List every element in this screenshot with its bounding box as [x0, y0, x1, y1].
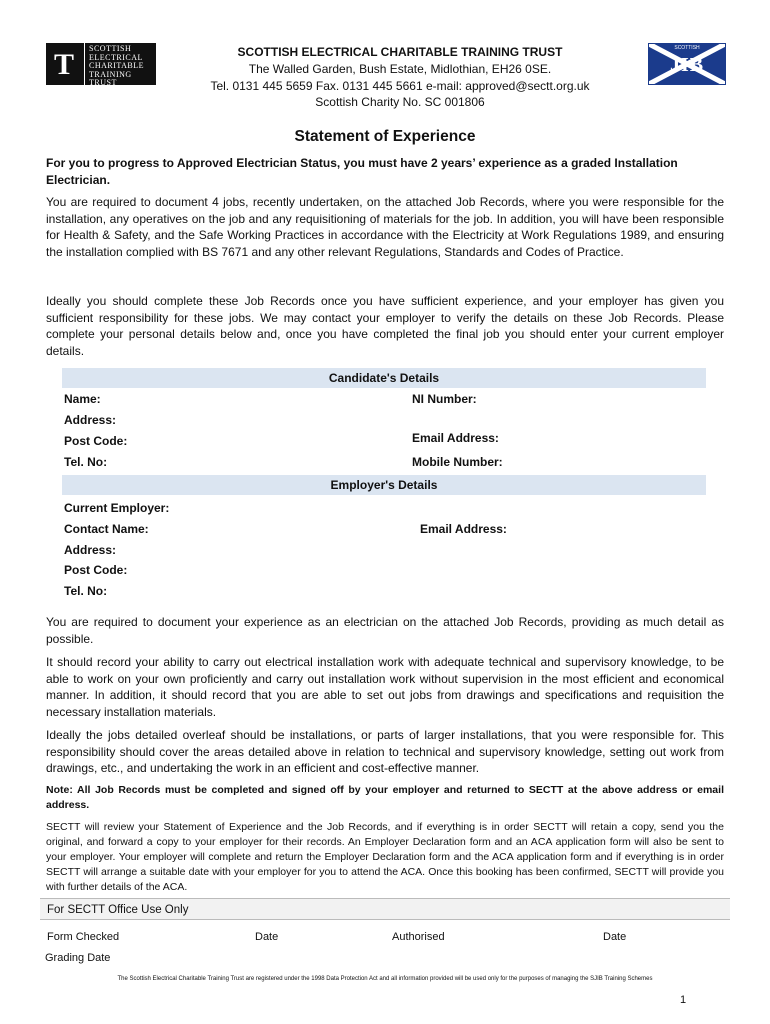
paragraph-job-records: Ideally you should complete these Job Records once you have sufficient experience, and your employer has given you sufficient responsibility for these jobs. We may contact your employer to verify the details on these Job Records. Please complete your personal details below and, once you have completed the final job you should enter your current employer details. [46, 294, 724, 358]
candidate-postcode-label: Post Code: [64, 434, 128, 448]
sectt-logo [46, 43, 156, 85]
sectt-logo-text: SCOTTISH ELECTRICAL CHARITABLE TRAINING TRUST [89, 44, 145, 87]
candidate-name-label: Name: [64, 392, 101, 406]
employer-address-label: Address: [64, 543, 117, 557]
intro-requirement: For you to progress to Approved Electrician Status, you must have 2 years’ experience as a graded Installation Electrician. [46, 156, 678, 187]
paragraph-jobs: You are required to document 4 jobs, recently undertaken, on the attached Job Records, where you were responsible for the installation, any operatives on the job and any requisitioning of materials for the job. In addition, you will have been responsible for Health & Safety, and the Safe Working Practices in accordance with the Electricity at Work Regulations 1989, and ensuring the installation complied with BS 7671 and any other relevant Regulations, Standards and Codes of Practice. [46, 195, 724, 259]
org-title: SCOTTISH ELECTRICAL CHARITABLE TRAINING TRUST [237, 45, 563, 59]
org-charity-number: Scottish Charity No. SC 001806 [315, 95, 485, 109]
candidate-mobile-label: Mobile Number: [412, 455, 503, 469]
sectt-emblem-icon: T [46, 43, 85, 85]
authorised-label: Authorised [392, 931, 445, 943]
note-sign-off: Note: All Job Records must be completed and signed off by your employer and returned to SECTT at the above address or email address. [46, 784, 724, 811]
page-number: 1 [680, 994, 687, 1006]
paragraph-ability: It should record your ability to carry out electrical installation work with adequate technical and supervisory knowledge, to be able to work on your own proficiently and carry out installation work without supervision in the most efficient and economical manner. In addition, it should record that you are able to set out jobs from drawings and specifications and requisition the necessary installation materials. [46, 655, 724, 719]
employer-tel-label: Tel. No: [64, 584, 108, 598]
footer-data-protection: The Scottish Electrical Charitable Training Trust are registered under the 1998 Data Protection Act and all information provided will be used only for the purposes of managing the SJIB Training Schemes [117, 976, 653, 982]
candidate-ni-label: NI Number: [412, 392, 477, 406]
office-use-heading: For SECTT Office Use Only [40, 898, 730, 920]
paragraph-responsibility: Ideally the jobs detailed overleaf should be installations, or parts of larger installations, that you were responsible for. This responsibility should cover the areas detailed above in relation to technical and supervisory knowledge, setting out work from drawings, etc., and undertaking the work in an efficient and cost-effective manner. [46, 728, 724, 775]
employer-postcode-label: Post Code: [64, 563, 128, 577]
candidate-email-label: Email Address: [412, 431, 499, 445]
grading-date-label: Grading Date [45, 952, 111, 964]
employer-email-label: Email Address: [420, 522, 507, 536]
candidate-tel-label: Tel. No: [64, 455, 108, 469]
date-label-2: Date [603, 931, 627, 943]
employer-details-heading: Employer's Details [62, 475, 706, 495]
org-address: The Walled Garden, Bush Estate, Midlothian, EH26 0SE. [248, 62, 552, 76]
sjib-logo: SCOTTISH JIB [648, 43, 726, 85]
date-label-1: Date [255, 931, 279, 943]
form-checked-label: Form Checked [47, 931, 120, 943]
employer-current-label: Current Employer: [64, 501, 170, 515]
candidate-address-label: Address: [64, 413, 117, 427]
candidate-details-heading: Candidate's Details [62, 368, 706, 388]
employer-contact-label: Contact Name: [64, 522, 149, 536]
document-title: Statement of Experience [294, 128, 476, 145]
org-contact: Tel. 0131 445 5659 Fax. 0131 445 5661 e-mail: approved@sectt.org.uk [210, 79, 590, 93]
paragraph-review-process: SECTT will review your Statement of Experience and the Job Records, and if everything is in order SECTT will retain a copy, send you the original, and forward a copy to your employer for their records. An Employer Declaration form and an ACA application form will also be sent to your employer. Your employer will complete and return the Employer Declaration form and the ACA application form and if everything is in order SECTT will arrange a suitable date with your employer for you to attend the ACA. Once this booking has been confirmed, SECTT will provide you with further details of the ACA. [46, 821, 724, 893]
paragraph-document-experience: You are required to document your experience as an electrician on the attached Job Records, providing as much detail as possible. [46, 615, 724, 646]
